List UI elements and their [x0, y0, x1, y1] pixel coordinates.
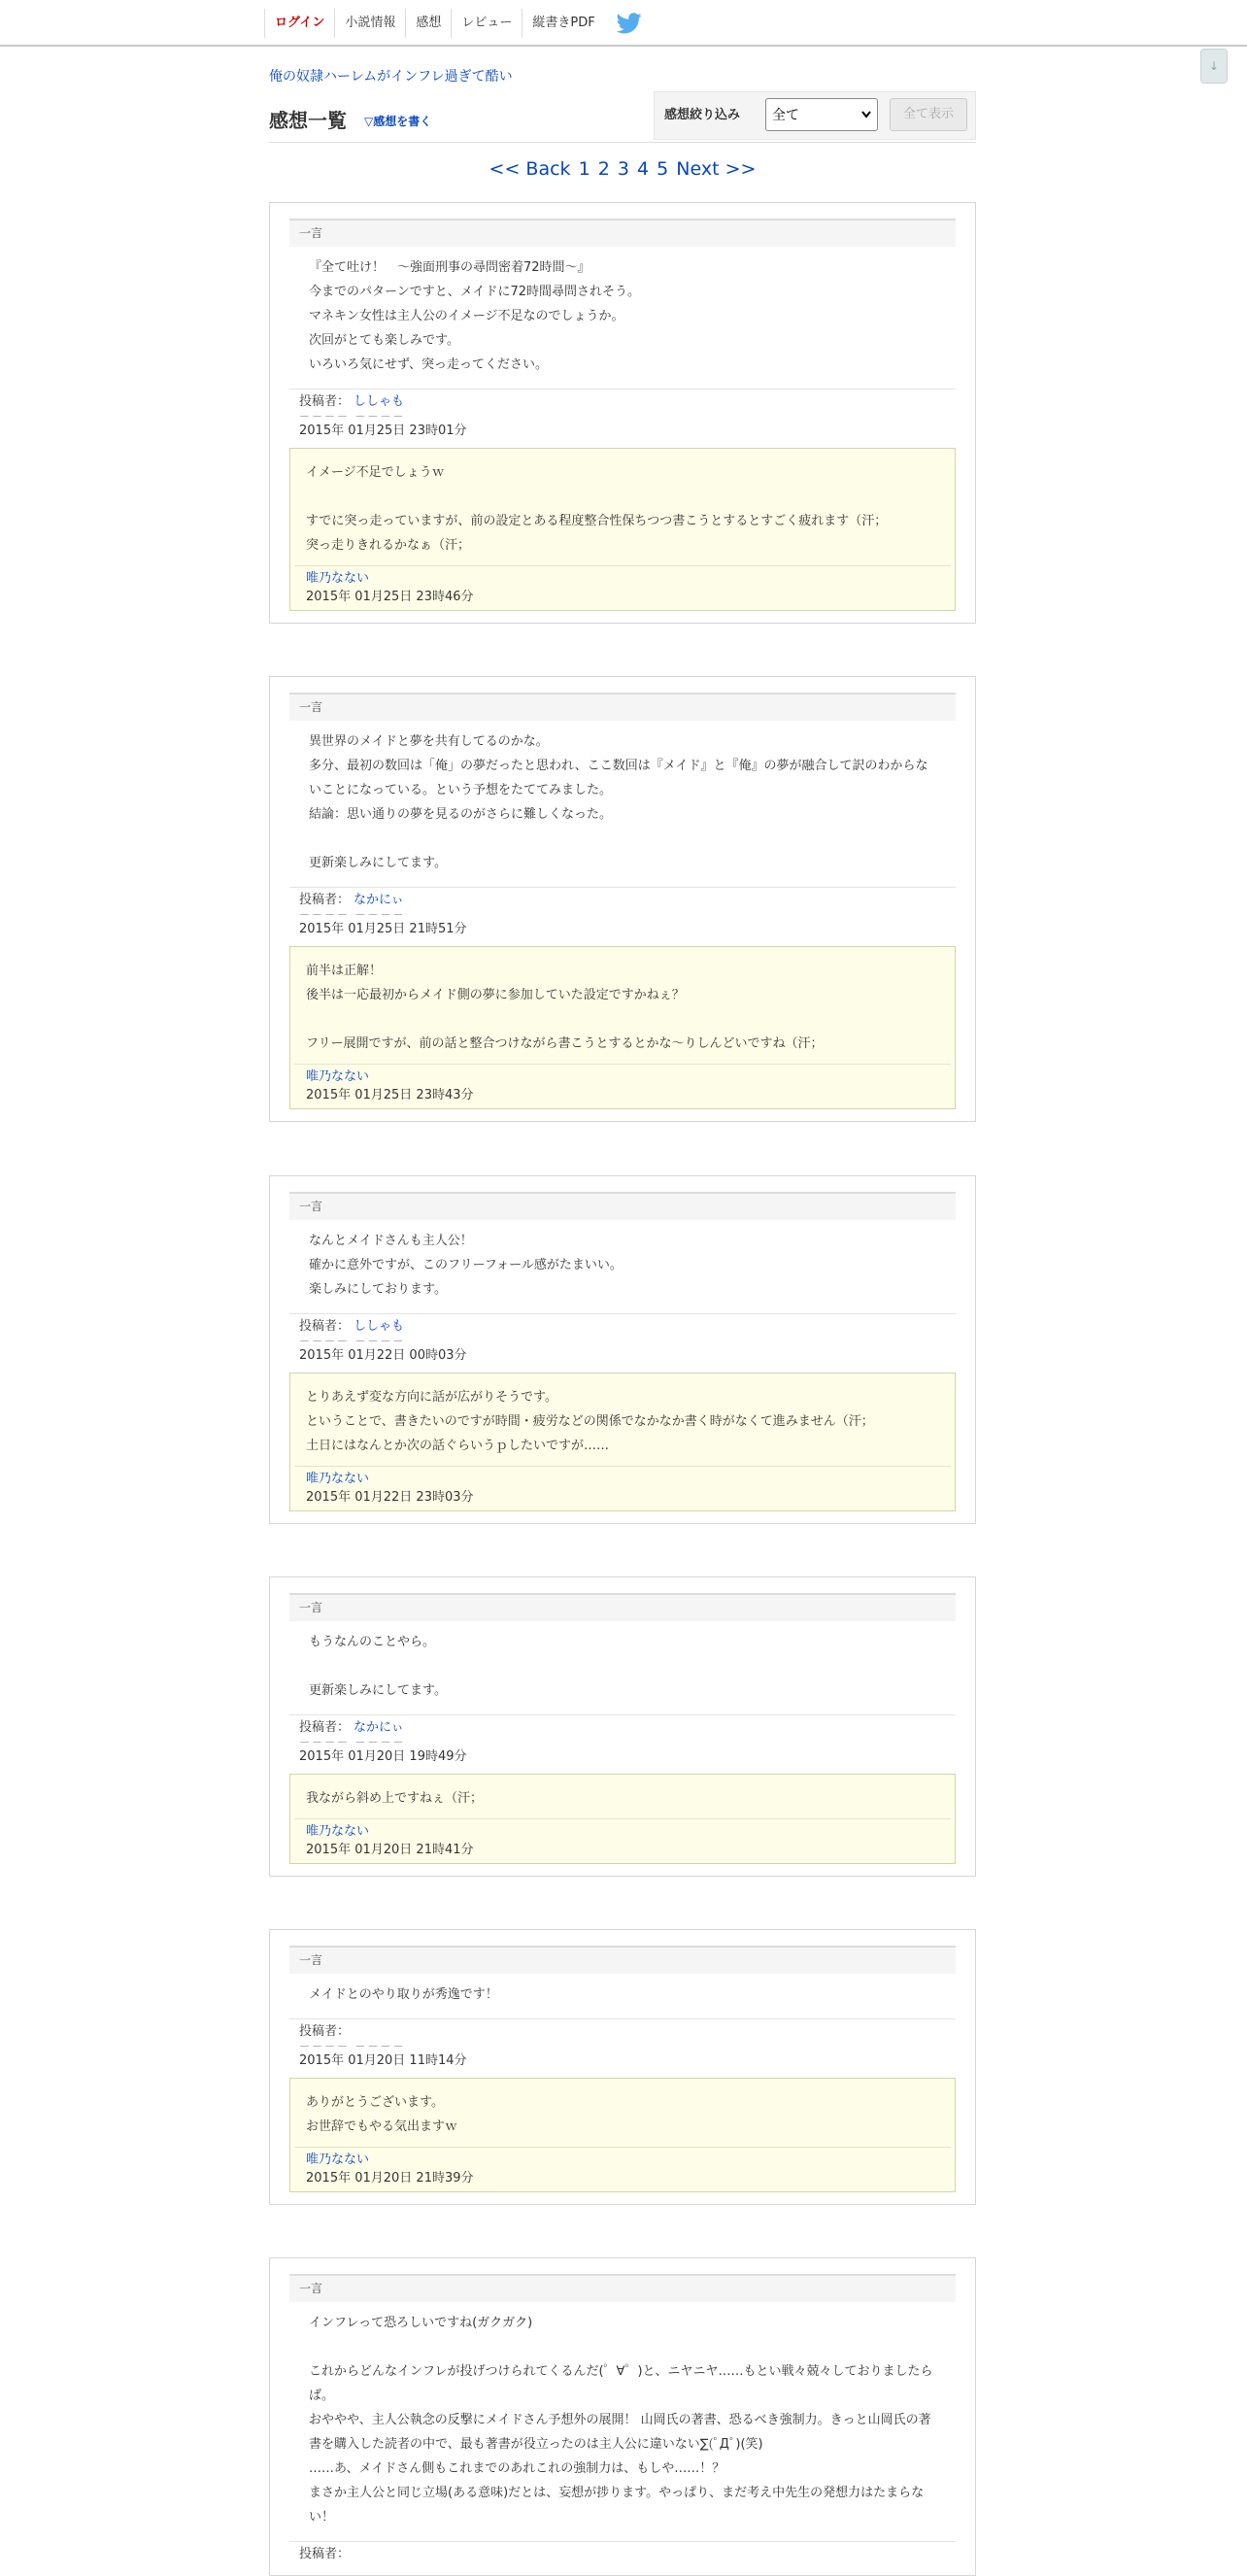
author-dashes: －－－－ －－－－ — [299, 1736, 406, 1748]
impression-line: 楽しみにしております。 — [309, 1282, 447, 1297]
impression-line: 更新楽しみにしてます。 — [309, 1683, 447, 1698]
impression-line: 『全て吐け！ ～強面刑事の尋問密着72時間～』 — [309, 260, 590, 275]
main-content — [269, 45, 976, 2561]
reply-line: 前半は正解！ — [306, 964, 383, 978]
pager-page-link[interactable]: 3 — [617, 158, 629, 180]
entry-meta — [289, 2018, 956, 2070]
reply-author-link[interactable]: 唯乃なない — [306, 1472, 370, 1486]
vertical-pdf-link[interactable]: 縦書きPDF — [522, 9, 604, 38]
impression-line: マネキン女性は主人公のイメージ不足なのでしょうか。 — [309, 309, 624, 323]
show-all-button[interactable]: 全て表示 — [890, 98, 967, 131]
pager-next-link[interactable]: Next >> — [676, 158, 757, 180]
pager-page-link[interactable]: 2 — [597, 158, 610, 180]
author-line — [299, 2023, 946, 2041]
reply-line: 突っ走りきれるかなぁ（汗； — [306, 538, 471, 553]
reply-author-line — [306, 569, 939, 588]
author-dashes: －－－－ －－－－ — [299, 410, 406, 423]
reply-line: 土日にはなんとか次の話ぐらいうｐしたいですが…… — [306, 1439, 610, 1453]
filter-selected-value: 全て — [772, 108, 799, 123]
impression-body — [289, 2302, 956, 2533]
reply-line: ということで、書きたいのですが時間・疲労などの関係でなかなか書く時がなくて進みません（汗； — [306, 1414, 874, 1429]
impression-line — [309, 827, 936, 851]
login-link[interactable]: ログイン — [264, 9, 334, 38]
entry-type-label: 一言 — [289, 219, 956, 247]
author-dashes: －－－－ －－－－ — [299, 2040, 406, 2052]
reply-meta — [294, 565, 951, 610]
reply-author-line — [306, 2151, 939, 2169]
entry-inner — [270, 1930, 975, 2204]
impression-entry — [269, 202, 976, 624]
impression-entry — [269, 676, 976, 1122]
impression-entry — [269, 1576, 976, 1877]
top-navigation-bar — [0, 0, 1247, 47]
page-title: 感想一覧 — [269, 109, 347, 132]
entry-inner — [270, 2258, 975, 2575]
author-line — [299, 892, 946, 909]
scroll-down-button[interactable] — [1200, 49, 1228, 84]
reply-meta — [294, 2147, 951, 2191]
author-line — [299, 393, 946, 411]
author-dashes: －－－－ －－－－ — [299, 1335, 406, 1347]
reply-author-link[interactable]: 唯乃なない — [306, 571, 370, 586]
author-reply — [289, 1774, 956, 1864]
reply-line: フリー展開ですが、前の話と整合つけながら書こうとするとかな～りしんどいですね（汗； — [306, 1036, 824, 1051]
arrow-down-icon: ↓ — [1208, 59, 1220, 73]
author-reply — [289, 448, 956, 611]
reply-line: 後半は一応最初からメイド側の夢に参加していた設定ですかねぇ？ — [306, 988, 685, 1002]
author-line — [299, 1318, 946, 1336]
novel-title-link[interactable]: 俺の奴隷ハーレムがインフレ過ぎて酷い — [269, 69, 513, 85]
reply-body — [290, 1373, 955, 1460]
reply-author-line — [306, 1068, 939, 1086]
entry-type-label: 一言 — [289, 1946, 956, 1974]
pager-page-link[interactable]: 5 — [657, 158, 669, 180]
reply-line: すでに突っ走っていますが、前の設定とある程度整合性保ちつつ書こうとするとすごく疲れます（汗； — [306, 514, 888, 528]
reply-meta — [294, 1466, 951, 1510]
pagination — [269, 158, 976, 180]
reply-line: とりあえず変な方向に話が広がりそうです。 — [306, 1390, 557, 1405]
impression-line: まさか主人公と同じ立場(ある意味)だとは、妄想が捗ります。やっぱり、まだ考え中先生の発想力はたまらない！ — [309, 2486, 925, 2525]
reply-author-line — [306, 1822, 939, 1841]
author-prefix: 投稿者： — [299, 2547, 351, 2561]
author-link[interactable]: なかにぃ — [354, 1720, 404, 1735]
reply-author-link[interactable]: 唯乃なない — [306, 2152, 370, 2167]
reply-body — [290, 947, 955, 1058]
impression-line: 確かに意外ですが、このフリーフォール感がたまいい。 — [309, 1258, 623, 1272]
author-dashes: －－－－ －－－－ — [299, 908, 406, 921]
author-prefix: 投稿者： — [299, 1319, 351, 1334]
impression-line — [309, 2335, 936, 2359]
impression-line: 異世界のメイドと夢を共有してるのかな。 — [309, 734, 549, 749]
impression-line: 更新楽しみにしてます。 — [309, 856, 447, 870]
filter-panel — [654, 91, 976, 140]
filter-label: 感想絞り込み — [664, 108, 741, 122]
post-date: 2015年 01月20日 11時14分 — [299, 2053, 467, 2068]
entry-meta — [289, 389, 956, 440]
review-link[interactable]: レビュー — [451, 9, 522, 38]
reply-line: イメージ不足でしょうｗ — [306, 465, 445, 480]
author-prefix: 投稿者： — [299, 1720, 351, 1735]
post-date: 2015年 01月25日 21時51分 — [299, 922, 467, 936]
reply-date: 2015年 01月22日 23時03分 — [306, 1490, 474, 1505]
impression-line: おややや、主人公執念の反撃にメイドさん予想外の展開！ 山岡氏の著書、恐るべき強制力。きっと山岡氏の著書を購入した読者の中で、最も著書が役立ったのは主人公に違いない∑(ﾟДﾟ)(笑) — [309, 2413, 931, 2452]
impression-entry — [269, 2257, 976, 2576]
impression-line: ……あ、メイドさん側もこれまでのあれこれの強制力は、もしや……！？ — [309, 2461, 725, 2476]
impressions-header — [269, 91, 976, 143]
reply-body — [290, 1775, 955, 1813]
novel-info-link[interactable]: 小説情報 — [334, 9, 405, 38]
author-link[interactable]: なかにぃ — [354, 893, 404, 907]
entry-meta — [289, 1714, 956, 1766]
chevron-down-icon — [861, 111, 871, 119]
author-line — [299, 1719, 946, 1737]
reply-line: お世辞でもやる気出ますｗ — [306, 2119, 458, 2134]
pager-back-link[interactable]: << Back — [489, 158, 571, 180]
impression-line: メイドとのやり取りが秀逸です！ — [309, 1987, 498, 2002]
top-nav — [264, 8, 654, 39]
pager-page-link[interactable]: 1 — [578, 158, 590, 180]
reply-date: 2015年 01月25日 23時46分 — [306, 590, 474, 604]
entry-meta — [289, 2541, 956, 2563]
impression-line: 結論：思い通りの夢を見るのがさらに難しくなった。 — [309, 807, 613, 822]
reply-line — [306, 485, 939, 509]
impression-line — [309, 1654, 936, 1678]
impression-line: 今までのパターンですと、メイドに72時間尋問されそう。 — [309, 285, 641, 299]
reply-author-line — [306, 1470, 939, 1488]
reply-line: 我ながら斜め上ですねぇ（汗； — [306, 1791, 484, 1806]
entry-type-label: 一言 — [289, 693, 956, 721]
reply-meta — [294, 1818, 951, 1863]
author-prefix: 投稿者： — [299, 394, 351, 409]
author-prefix: 投稿者： — [299, 893, 351, 907]
post-date: 2015年 01月25日 23時01分 — [299, 424, 467, 438]
reply-date: 2015年 01月20日 21時41分 — [306, 1843, 474, 1857]
author-reply — [289, 946, 956, 1109]
author-reply — [289, 2078, 956, 2192]
author-prefix: 投稿者： — [299, 2024, 351, 2039]
reply-author-link[interactable]: 唯乃なない — [306, 1824, 370, 1839]
pager-page-link[interactable]: 4 — [637, 158, 650, 180]
impression-body — [289, 247, 956, 381]
impressions-link[interactable]: 感想 — [405, 9, 451, 38]
twitter-icon[interactable] — [605, 13, 654, 34]
filter-select[interactable] — [765, 98, 878, 131]
entry-inner — [270, 1577, 975, 1876]
impression-line: なんとメイドさんも主人公！ — [309, 1234, 473, 1248]
entry-inner — [270, 203, 975, 623]
write-impression-link[interactable]: ▽感想を書く — [364, 115, 432, 128]
impression-body — [289, 1974, 956, 2011]
impression-body — [289, 1621, 956, 1707]
reply-body — [290, 449, 955, 559]
entry-meta — [289, 1313, 956, 1365]
impression-line: もうなんのことやら。 — [309, 1635, 436, 1649]
entry-type-label: 一言 — [289, 2274, 956, 2302]
entry-type-label: 一言 — [289, 1192, 956, 1220]
post-date: 2015年 01月22日 00時03分 — [299, 1348, 467, 1363]
impression-entry — [269, 1929, 976, 2205]
author-link[interactable]: ししゃも — [354, 1319, 405, 1334]
impression-line: これからどんなインフレが投げつけられてくるんだ(゜∀゜)と、ニヤニヤ……もとい戦々兢々しておりましたらば。 — [309, 2364, 933, 2403]
impression-entry — [269, 1175, 976, 1524]
entry-inner — [270, 677, 975, 1121]
reply-line: ありがとうございます。 — [306, 2095, 444, 2110]
reply-body — [290, 2079, 955, 2141]
entry-meta — [289, 887, 956, 938]
reply-author-link[interactable]: 唯乃なない — [306, 1069, 370, 1084]
impression-line: 次回がとても楽しみです。 — [309, 333, 459, 348]
reply-meta — [294, 1064, 951, 1108]
author-link[interactable]: ししゃも — [354, 394, 405, 409]
impression-line: いろいろ気にせず、突っ走ってください。 — [309, 357, 548, 372]
author-reply — [289, 1373, 956, 1511]
impression-body — [289, 721, 956, 879]
impression-body — [289, 1220, 956, 1305]
impression-line: 多分、最初の数回は「俺」の夢だったと思われ、ここ数回は『メイド』と『俺』の夢が融合して訳のわからないことになっている。という予想をたててみました。 — [309, 759, 928, 797]
author-line — [299, 2546, 946, 2563]
reply-date: 2015年 01月25日 23時43分 — [306, 1088, 474, 1102]
post-date: 2015年 01月20日 19時49分 — [299, 1749, 467, 1764]
entry-inner — [270, 1176, 975, 1523]
entry-type-label: 一言 — [289, 1593, 956, 1621]
impression-line: インフレって恐ろしいですね(ガクガク) — [309, 2316, 533, 2330]
reply-line — [306, 1007, 939, 1032]
reply-date: 2015年 01月20日 21時39分 — [306, 2171, 474, 2186]
